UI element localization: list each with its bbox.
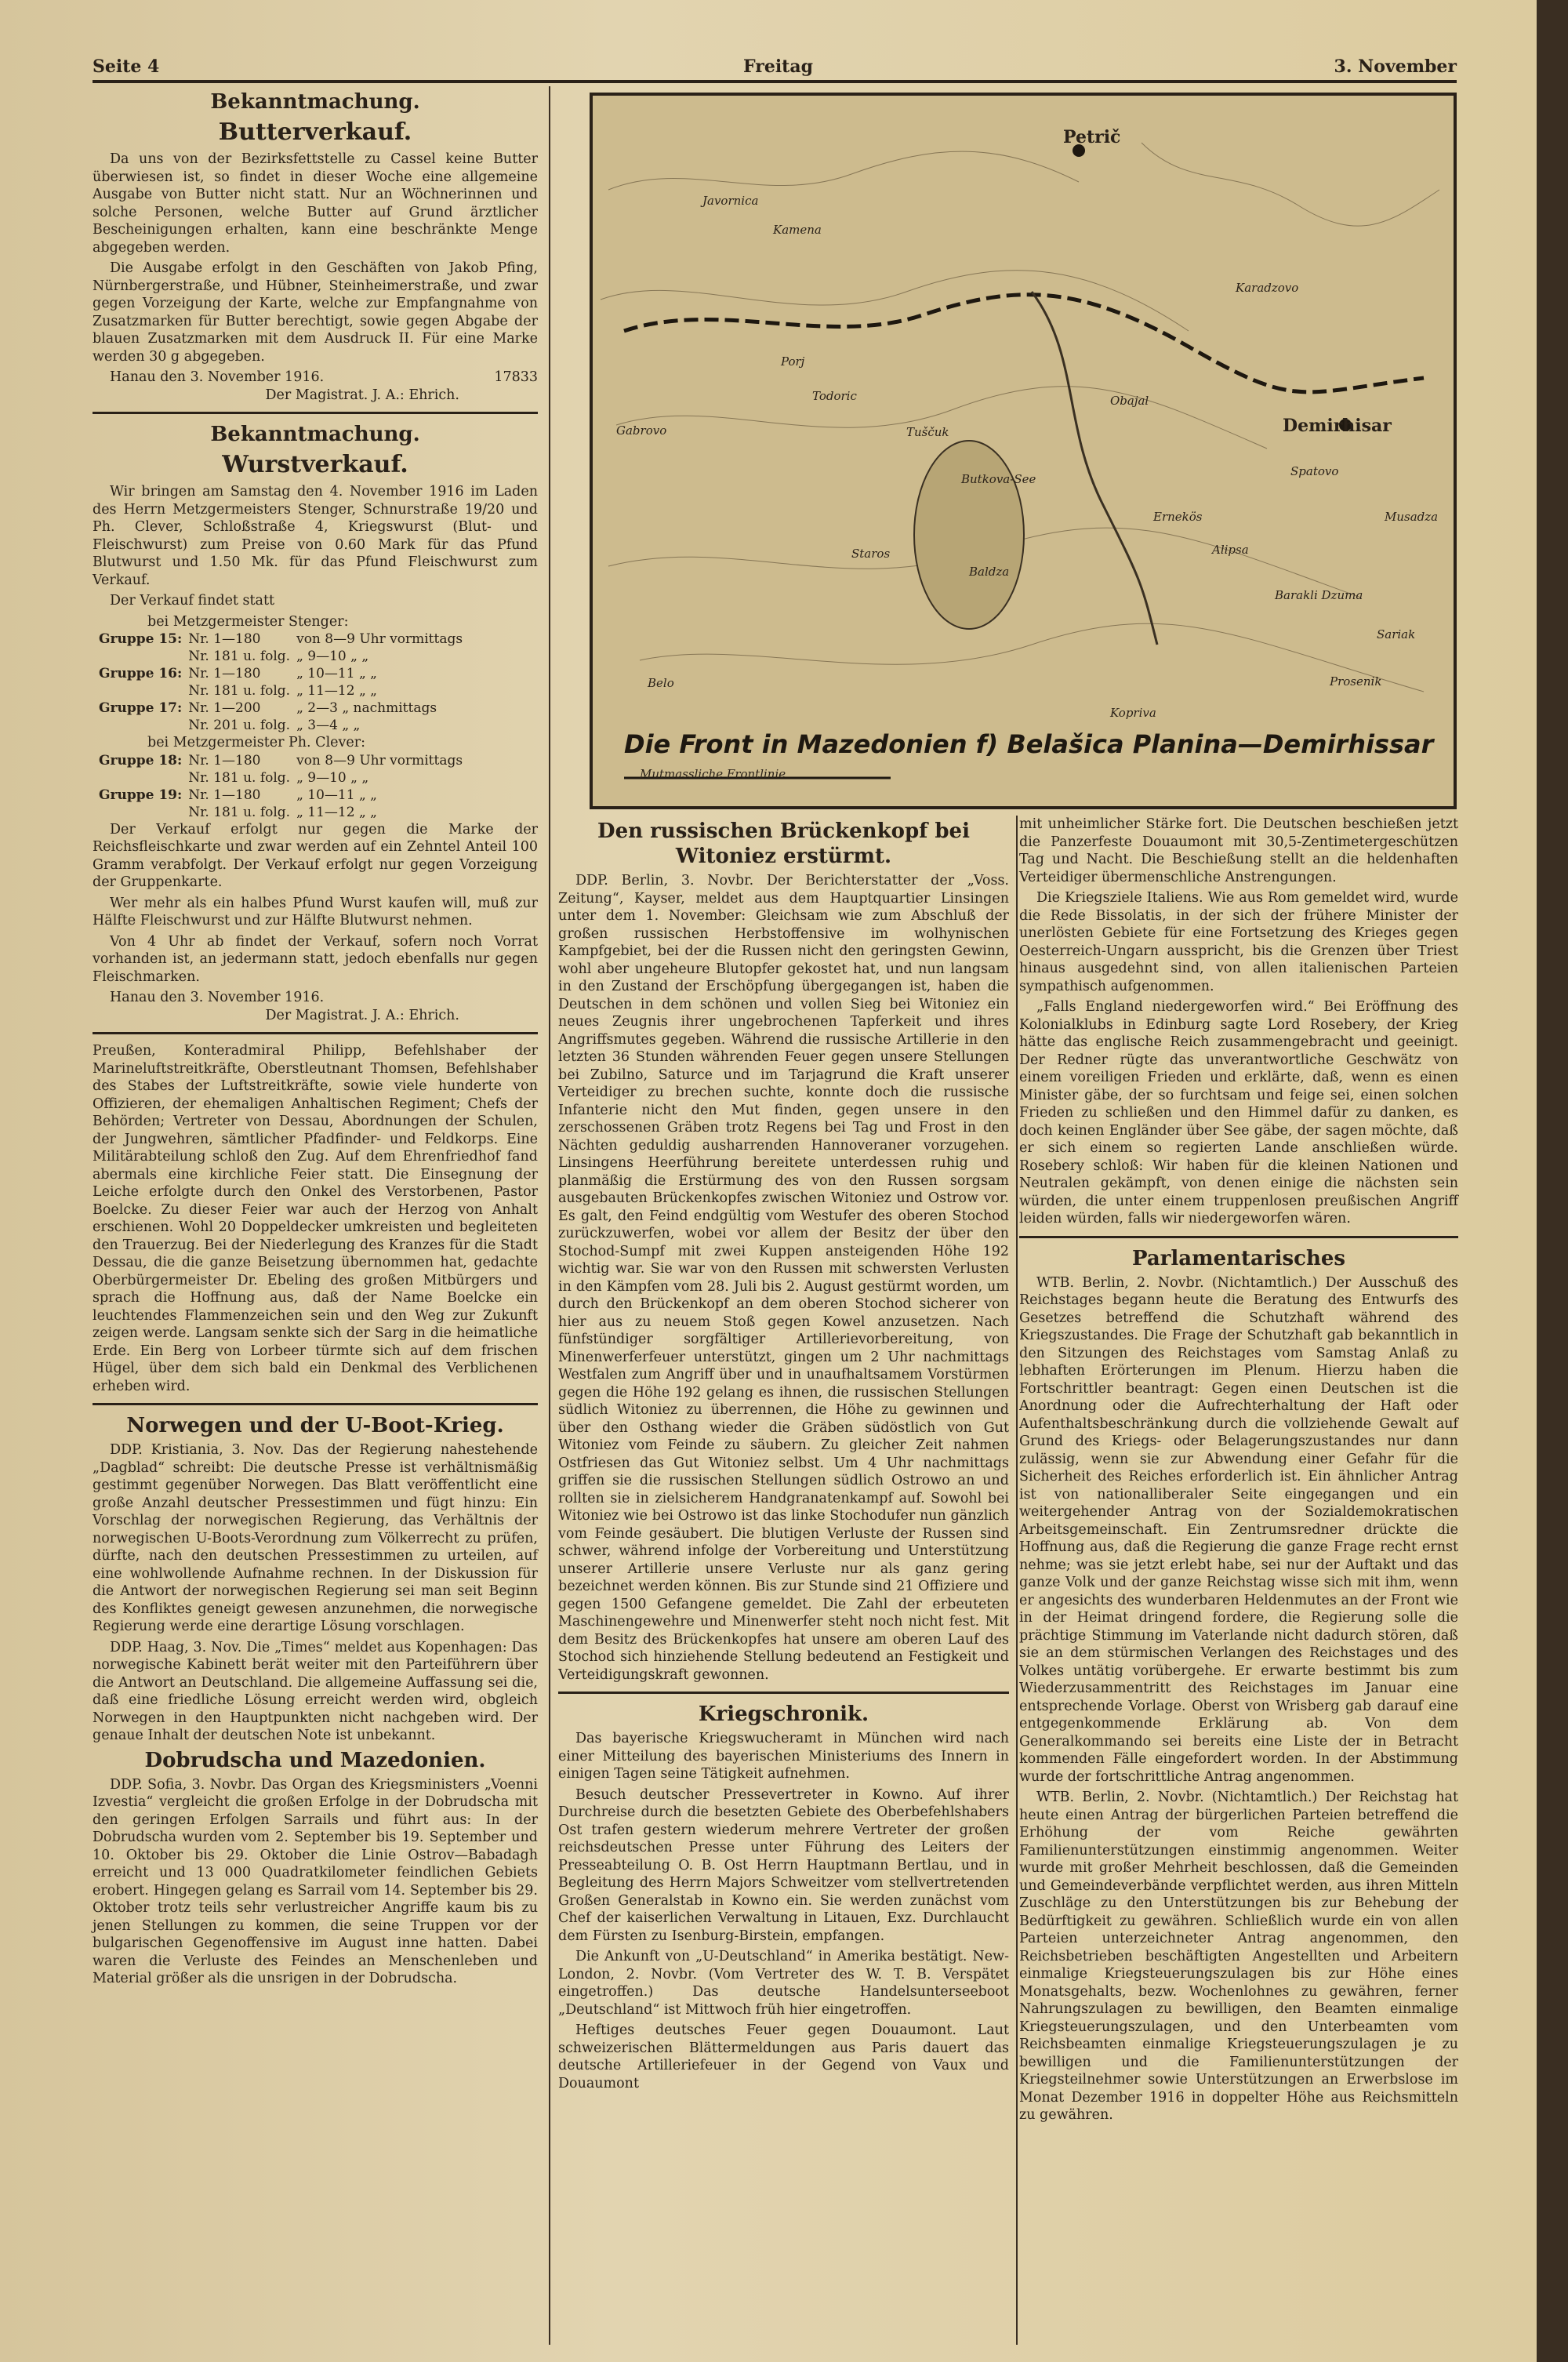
divider — [93, 1032, 538, 1034]
schedule-cell: „ 3—4 „ „ — [296, 718, 361, 733]
column-1 — [93, 86, 538, 1991]
map-label: Butkova-See — [961, 472, 1036, 486]
schedule-cell: Nr. 1—180 — [188, 631, 261, 647]
article-title: Bekanntmachung. — [210, 90, 420, 114]
map-label: Baldza — [969, 565, 1010, 579]
schedule-cell: Gruppe 15: — [99, 631, 183, 647]
schedule-cell: „ 11—12 „ „ — [296, 683, 377, 699]
map-label: Ernekös — [1153, 510, 1203, 524]
map-label: Barakli Dzuma — [1275, 588, 1363, 602]
article-title: Den russischen Brückenkopf bei Witoniez erstürmt. — [597, 819, 970, 868]
schedule-cell: Gruppe 16: — [99, 666, 183, 681]
paragraph: Heftiges deutsches Feuer gegen Douaumont. Laut schweizerischen Blättermeldungen aus Paris dauert das deutsche Artilleriefeuer in der Gegend von Vaux und Douaumont — [558, 2022, 1009, 2091]
paragraph: DDP. Haag, 3. Nov. Die „Times“ meldet aus Kopenhagen: Das norwegische Kabinett berät weiter mit den Parteiführern über die Antwort an Deutschland. Die allgemeine Auffassung sei die, daß eine friedliche Lösung erreicht werden wird, obgleich Norwegen in den Hauptpunkten nicht nachgeben wird. Der genaue Inhalt der deutschen Note ist unbekannt. — [93, 1639, 538, 1743]
schedule-table — [99, 630, 469, 734]
article-title: Bekanntmachung. — [210, 423, 420, 446]
notice-date: Hanau den 3. November 1916. — [110, 369, 325, 385]
article-title: Norwegen und der U-Boot-Krieg. — [126, 1414, 504, 1437]
map-label: Kamena — [773, 223, 822, 237]
page-header — [93, 56, 1457, 83]
schedule-cell — [99, 769, 188, 787]
map-label: Javornica — [702, 194, 759, 208]
schedule-cell: Nr. 1—200 — [188, 700, 261, 716]
schedule-heading: bei Metzgermeister Ph. Clever: — [147, 735, 366, 750]
signature: Der Magistrat. J. A.: Ehrich. — [265, 1007, 459, 1023]
paragraph: Da uns von der Bezirksfettstelle zu Cassel keine Butter überwiesen ist, so findet in dieser Woche eine allgemeine Ausgabe von Butter nicht statt. Nur an Wöchnerinnen und solche Personen, welche Butter auf Grund ärztlicher Bescheinigungen erhalten, kann eine beschränkte Menge abgegeben werden. — [93, 151, 538, 256]
notice-date: Hanau den 3. November 1916. — [110, 990, 325, 1005]
schedule-table — [99, 752, 469, 821]
notice-number: 17833 — [494, 369, 538, 385]
map-label: Obajal — [1110, 394, 1149, 408]
paragraph: Das bayerische Kriegswucheramt in München wird nach einer Mitteilung des bayerischen Ministeriums des Innern in einigen Tagen seine Tätigkeit aufnehmen. — [558, 1731, 1009, 1782]
schedule-cell: Gruppe 17: — [99, 700, 183, 716]
paragraph: Wer mehr als ein halbes Pfund Wurst kaufen will, muß zur Hälfte Fleischwurst und zur Hälfte Blutwurst nehmen. — [93, 895, 538, 928]
schedule-cell: Nr. 181 u. folg. — [188, 683, 291, 699]
schedule-row — [99, 665, 469, 682]
schedule-cell: „ 10—11 „ „ — [296, 787, 377, 803]
schedule-cell — [99, 648, 188, 665]
article-title: Parlamentarisches — [1131, 1246, 1346, 1270]
schedule-row — [99, 752, 469, 769]
schedule-row — [99, 804, 469, 821]
paragraph: Wir bringen am Samstag den 4. November 1916 im Laden des Herrn Metzgermeisters Stenger, Schnurstraße 19/20 und Ph. Clever, Schloßstraße 4, Kriegswurst (Blut- und Fleischwurst) zum Preise von 0.60 Mark für das Pfund Blutwurst und 1.50 Mk. für das Pfund Fleischwurst zum Verkauf. — [93, 484, 538, 588]
divider — [1019, 1236, 1458, 1238]
paragraph: Besuch deutscher Pressevertreter in Kowno. Auf ihrer Durchreise durch die besetzten Gebiete des Oberbefehlshabers Ost trafen gestern wiederum mehrere Vertreter der großen reichsdeutschen Presse unter Führung des Leiters der Presseabteilung O. B. Ost Herrn Hauptmann Bertlau, und in Begleitung des Herrn Majors Schweitzer vom stellvertretenden Großen Generalstab in Kowno ein. Sie werden zunächst vom Chef der kaiserlichen Verwaltung in Litauen, Exz. Durchlaucht dem Fürsten zu Isenburg-Birstein, empfangen. — [558, 1786, 1009, 1944]
schedule-cell: Gruppe 19: — [99, 787, 183, 803]
page-edge — [1537, 0, 1568, 2362]
schedule-cell — [99, 682, 188, 700]
paragraph: Der Verkauf erfolgt nur gegen die Marke der Reichsfleischkarte und zwar werden auf ein Zehntel Anteil 100 Gramm verabfolgt. Der Verkauf erfolgt nur gegen Vorzeigung der Gruppenkarte. — [93, 821, 538, 890]
schedule-row — [99, 630, 469, 648]
paragraph: DDP. Sofia, 3. Novbr. Das Organ des Kriegsministers „Voenni Izvestia“ vergleicht die großen Erfolge in der Dobrudscha mit den geringen Erfolgen Sarrails und führt aus: In der Dobrudscha wurden vom 2. September bis 19. September und 10. Oktober bis 29. Oktober die Linie Ostrov—Babadagh erreicht und 13 000 Quadratkilometer feindlichen Gebiets erobert. Hingegen gelang es Sarrail vom 14. September bis 29. Oktober trotz teils sehr verlustreicher Angriffe kaum bis zu jenen Stellungen zu kommen, die seine Truppen vor der bulgarischen Gegenoffensive im August inne hatten. Dabei waren die Verluste des Feindes an Menschenleben und Material größer als die unsrigen in der Dobrudscha. — [93, 1776, 538, 1986]
map-label: Alipsa — [1212, 543, 1249, 557]
schedule-row — [99, 787, 469, 804]
weekday: Freitag — [743, 56, 813, 77]
issue-date: 3. November — [1334, 56, 1457, 77]
map-label: Karadzovo — [1236, 281, 1299, 295]
map-label: Porj — [781, 354, 805, 369]
divider — [558, 1692, 1009, 1694]
paragraph: Preußen, Konteradmiral Philipp, Befehlshaber der Marineluftstreitkräfte, Oberstleutnant Thomsen, Befehlshaber des Stabes der Luftstreitkräfte, sowie viele hunderte von Offizieren, der ehemaligen Anhaltischen Regiment; Chefs der Behörden; Vertreter von Dessau, Abordnungen der Schulen, der Jungwehren, sämtlicher Pfadfinder- und Feldkorps. Eine Militärabteilung schloß den Zug. Auf dem Ehrenfriedhof fand abermals eine kirchliche Feier statt. Die Einsegnung der Leiche erfolgte durch den Onkel des Verstorbenen, Pastor Boelcke. Zu dieser Feier war auch der Herzog von Anhalt erschienen. Wohl 20 Doppeldecker umkreisten und begleiteten den Trauerzug. Bei der Niederlegung des Kranzes für die Stadt Dessau, die die ganze Beisetzung übernommen hat, gedachte Oberbürgermeister Dr. Ebeling des großen Mitbürgers und sprach die Hoffnung aus, daß der Name Boelcke ein leuchtendes Flammenzeichen sein und den Weg zur Zukunft zeigen werde. Langsam senkte sich der Sarg in die heimatliche Erde. Ein Berg von Lorbeer türmte sich auf dem frischen Hügel, über dem sich bald ein Denkmal des Verblichenen erheben wird. — [93, 1043, 538, 1394]
article-subtitle: Butterverkauf. — [218, 118, 412, 146]
paragraph: Von 4 Uhr ab findet der Verkauf, sofern noch Vorrat vorhanden ist, an jedermann statt, jedoch ebenfalls nur gegen Fleischmarken. — [93, 933, 538, 985]
paragraph: „Falls England niedergeworfen wird.“ Bei Eröffnung des Kolonialklubs in Edinburg sagte Lord Rosebery, der Krieg hätte das englische Reich zusammengebracht und geeinigt. Der Redner rügte das unverantwortliche Geschwätz von einem voreiligen Frieden und erklärte, daß, wenn es einen Minister gäbe, der so furchtsam und feige sei, einen solchen Frieden zu schließen und den Himmel dafür zu danken, es doch keinen Engländer über See gäbe, der sagen möchte, daß er sich einem so regierten Lande anschließen würde. Rosebery schloß: Wir haben für die kleinen Nationen und Neutralen gekämpft, von denen einige die nächsten sein würden, die unter einem truppenlosen preußischen Angriff leiden würden, falls wir niedergeworfen wären. — [1019, 999, 1458, 1226]
schedule-cell — [99, 717, 188, 734]
header-rule — [93, 80, 1457, 83]
article-title: Dobrudscha und Mazedonien. — [144, 1748, 486, 1772]
paragraph: DDP. Kristiania, 3. Nov. Das der Regierung nahestehende „Dagblad“ schreibt: Die deutsche Presse ist verhältnismäßig gestimmt gegenüber Norwegen. Das Blatt veröffentlicht eine große Anzahl deutscher Pressestimmen und fügt hinzu: Ein Vorschlag der norwegischen Regierung, das Verhältnis der norwegischen U-Boots-Verordnung zum Völkerrecht zu prüfen, dürfte, nach den deutschen Pressestimmen zu urteilen, auf eine wohlwollende Aufnahme rechnen. In der Diskussion für die Antwort der norwegischen Regierung sei man seit Beginn des Konfliktes geneigt gewesen anzunehmen, die norwegische Regierung werde eine derartige Lösung vorschlagen. — [93, 1442, 538, 1634]
paragraph: Die Kriegsziele Italiens. Wie aus Rom gemeldet wird, wurde die Rede Bissolatis, in der sich der frühere Minister der unerlösten Gebiete für eine Fortsetzung des Krieges gegen Oesterreich-Ungarn ausspricht, bis die Grenzen über Triest hinaus ausgedehnt sind, von allen italienischen Parteien sympathisch aufgenommen. — [1019, 890, 1458, 994]
column-2 — [558, 816, 1009, 2095]
map-caption: Die Front in Mazedonien f) Belašica Planina—Demirhissar — [624, 729, 1434, 759]
schedule-cell — [99, 804, 188, 821]
article-title: Kriegschronik. — [698, 1702, 869, 1726]
map-label: Petrič — [1063, 127, 1121, 147]
paragraph: DDP. Berlin, 3. Novbr. Der Berichterstatter der „Voss. Zeitung“, Kayser, meldet aus dem Hauptquartier Linsingen unter dem 1. November: Gleichsam wie zum Abschluß der großen russischen Herbstoffensive im wolhynischen Kampfgebiet, bei der die Russen nicht den geringsten Gewinn, wohl aber ungeheure Blutopfer gekostet hat, und nun langsam in den Zustand der Erschöpfung übergegangen ist, haben die Deutschen in dem schönen und vollen Sieg bei Witoniez ein neues Zeugnis ihrer ungebrochenen Tapferkeit und ihres Angriffsmutes gegeben. Während die russische Artillerie in den letzten 36 Stunden währenden Feuer gegen unsere Stellungen bei Zubilno, Saturce und im Tarjagrund die Kraft unserer Verteidiger zu brechen suchte, konnte doch die russische Infanterie nicht den Mut finden, gegen unsere in den zerschossenen Gräben trotz Regens bei Tag und Frost in den Nächten geduldig ausharrenden Hannoveraner vorzugehen. Linsingens Heerführung bereitete unterdessen ruhig und planmäßig die Erstürmung des von den Russen sorgsam ausgebauten Brückenkopfes zwischen Witoniez und Ostrow vor. Es galt, den Feind endgültig vom Westufer des oberen Stochod zurückzuwerfen, wobei vor allem der Besitz der über den Stochod-Sumpf mit zwei Kuppen ansteigenden Höhe 192 wichtig war. Sie war von den Russen mit schwersten Verlusten in den Kämpfen vom 28. Juli bis 2. August gestürmt worden, um durch den Brückenkopf an dem oberen Stochod sicherer von hier aus zu neuem Stoß gegen Kowel anzusetzen. Nach fünfstündiger sorgfältiger Artillerievorbereitung, von Minenwerferfeuer unterstützt, gingen um 2 Uhr nachmittags Westfalen zum Angriff über und in unaufhaltsamem Vorstürmen gegen die Höhe 192 gelang es ihnen, die russischen Stellungen südlich Witoniez zu überrennen, die Höhe zu gewinnen und über den Osthang wieder die Gräben südöstlich von Gut Witoniez vom Feinde zu säubern. Zu gleicher Zeit nahmen Ostfriesen das Gut Witoniez selbst. Um 4 Uhr nachmittags griffen sie die russischen Stellungen südlich Ostrowo an und rollten sie in zielsicherem Handgranatenkampf auf. Sowohl bei Witoniez wie bei Ostrowo ist das linke Stochodufer nun gänzlich vom Feinde gesäubert. Die blutigen Verluste der Russen sind schwer, während infolge der Vorbereitung und Unterstützung unserer Artillerie unsere Verluste nur als ganz gering bezeichnet werden können. Bis zur Stunde sind 21 Offiziere und gegen 1500 Gefangene gemeldet. Die Zahl der erbeuteten Maschinengewehre und Minenwerfer steht noch nicht fest. Mit dem Besitz des Brückenkopfes hat unsere am oberen Lauf des Stochod sich hinziehende Stellung bedeutend an Festigkeit und Verteidigungskraft gewonnen. — [558, 873, 1009, 1683]
schedule-cell: von 8—9 Uhr vormittags — [296, 752, 463, 769]
map-label: Sariak — [1377, 627, 1416, 641]
paragraph: mit unheimlicher Stärke fort. Die Deutschen beschießen jetzt die Panzerfeste Douaumont mit 30,5-Zentimetergeschützen Tag und Nacht. Die Beschießung stellt an die heldenhaften Verteidiger übermenschliche Anstrengungen. — [1019, 816, 1458, 885]
schedule-row — [99, 682, 469, 700]
schedule-cell: Nr. 1—180 — [188, 752, 261, 769]
schedule-heading: bei Metzgermeister Stenger: — [147, 613, 349, 630]
schedule-cell: Nr. 201 u. folg. — [188, 718, 291, 733]
front-map — [590, 93, 1457, 809]
schedule-row — [99, 769, 469, 787]
schedule-cell: „ 2—3 „ nachmittags — [296, 700, 437, 716]
schedule-cell: Gruppe 18: — [99, 752, 183, 769]
schedule-row — [99, 717, 469, 734]
map-label: Musadza — [1385, 510, 1439, 524]
paragraph: Der Verkauf findet statt — [110, 593, 275, 609]
map-label: Demirhisar — [1283, 416, 1392, 436]
notice-dateline — [93, 369, 538, 387]
paragraph: WTB. Berlin, 2. Novbr. (Nichtamtlich.) Der Ausschuß des Reichstages begann heute die Beratung des Entwurfs des Gesetzes betreffend die Schutzhaft während des Kriegszustandes. Die Frage der Schutzhaft gab bekanntlich in den Sitzungen des Reichstages vom Samstag Anlaß zu lebhaften Erörterungen im Plenum. Hierzu haben die Fortschrittler beantragt: Gegen einen Deutschen ist die Anordnung oder die Aufrechterhaltung der Haft oder Aufenthaltsbeschränkung durch die vollziehende Gewalt auf Grund des Kriegs- oder Belagerungszustandes nur dann zulässig, wenn sie zur Abwendung einer Gefahr für die Sicherheit des Reiches erforderlich ist. Ein ähnlicher Antrag ist von nationalliberaler Seite eingegangen und ein weitergehender Antrag von der Sozialdemokratischen Arbeitsgemeinschaft. Ein Zentrumsredner drückte die Hoffnung aus, daß die Regierung die ganze Frage recht ernst nehme; was sie jetzt erlebt habe, sei nur der Auftakt und das ganze Volk und der ganze Reichstag wisse sich mit ihm, wenn er angesichts des wunderbaren Heldenmutes an der Front wie in der Heimat dringend fordere, die Regierung solle die prächtige Stimmung im Vaterlande nicht dadurch stören, daß sie an dem stürmischen Verlangen des Reichstages und des Volkes untätig vorübergehe. Er erwarte bestimmt bis zum Wiederzusammentritt des Reichstages im Januar eine entsprechende Vorlage. Oberst von Wrisberg gab darauf eine entgegenkommende Erklärung ab. Von dem Generalkommando sei bereits eine Liste der in Betracht kommenden Fälle eingefordert worden. In der Abstimmung wurde der fortschrittliche Antrag angenommen. — [1019, 1274, 1458, 1785]
schedule-cell: „ 10—11 „ „ — [296, 666, 377, 681]
schedule-cell: Nr. 181 u. folg. — [188, 804, 291, 820]
schedule-cell: von 8—9 Uhr vormittags — [296, 631, 463, 647]
schedule-row — [99, 648, 469, 665]
map-label: Spatovo — [1290, 464, 1339, 478]
divider — [93, 1403, 538, 1405]
paragraph: WTB. Berlin, 2. Novbr. (Nichtamtlich.) Der Reichstag hat heute einen Antrag der bürgerlichen Parteien betreffend die Erhöhung der vom Reiche gewährten Familienunterstützungen einstimmig angenommen. Weiter wurde mit großer Mehrheit beschlossen, daß die Gemeinden und Gemeindeverbände verpflichtet werden, aus ihren Mitteln Zuschläge zu den Unterstützungen bis zur Behebung der Bedürftigkeit zu gewähren. Schließlich wurde ein von allen Parteien unterzeichneter Antrag angenommen, den Reichsbetrieben beschäftigten Angestellten und Arbeitern einmalige Kriegsteuerungszulagen bis zur Höhe eines Monatsgehalts, bezw. Wochenlohnes zu gewähren, ferner Nahrungszulagen zu bewilligen, den Beamten einmalige Kriegsteuerungszulagen, und den Unterbeamten vom Reichsbeamten einmalige Kriegsteuerungszulagen je zu bewilligen und die Familienunterstützungen der Kriegsteilnehmer sowie Unterstützungen an Erwerbslose im Monat Dezember 1916 in doppelter Höhe aus Reichsmitteln zu gewähren. — [1019, 1790, 1458, 2123]
schedule-cell: Nr. 181 u. folg. — [188, 649, 291, 664]
divider — [93, 412, 538, 414]
paragraph: Die Ankunft von „U-Deutschland“ in Amerika bestätigt. New-London, 2. Novbr. (Vom Vertreter des W. T. B. Verspätet eingetroffen.) Das deutsche Handelsunterseeboot „Deutschland“ ist Mittwoch früh hier eingetroffen. — [558, 1949, 1009, 2018]
map-label: Tuščuk — [906, 425, 949, 439]
map-label: Gabrovo — [616, 423, 667, 438]
column-divider-1 — [549, 86, 550, 2345]
map-label: Todoric — [812, 389, 857, 403]
schedule-row — [99, 700, 469, 717]
paragraph: Die Ausgabe erfolgt in den Geschäften von Jakob Pfing, Nürnbergerstraße, und Hübner, Steinheimerstraße, und zwar gegen Vorzeigung der Karte, welche zur Empfangnahme von Zusatzmarken für Butter berechtigt, sowie gegen Abgabe der blauen Zusatzmarken mit dem Ausdruck II. Für eine Marke werden 30 g abgegeben. — [93, 260, 538, 365]
schedule-cell: „ 11—12 „ „ — [296, 804, 377, 820]
map-label: Kopriva — [1110, 706, 1156, 720]
schedule-cell: „ 9—10 „ „ — [296, 649, 369, 664]
article-subtitle: Wurstverkauf. — [222, 451, 408, 478]
column-3 — [1019, 816, 1458, 2128]
map-label: Prosenik — [1330, 674, 1382, 689]
schedule-cell: Nr. 1—180 — [188, 787, 261, 803]
map-legend: Mutmassliche Frontlinie — [640, 767, 786, 781]
map-label: Belo — [648, 676, 674, 690]
schedule-cell: „ 9—10 „ „ — [296, 769, 369, 786]
signature: Der Magistrat. J. A.: Ehrich. — [265, 387, 459, 403]
schedule-cell: Nr. 1—180 — [188, 666, 261, 681]
map-label: Staros — [851, 547, 891, 561]
page-number: Seite 4 — [93, 56, 160, 77]
column-divider-2 — [1016, 816, 1018, 2345]
schedule-cell: Nr. 181 u. folg. — [188, 769, 291, 786]
